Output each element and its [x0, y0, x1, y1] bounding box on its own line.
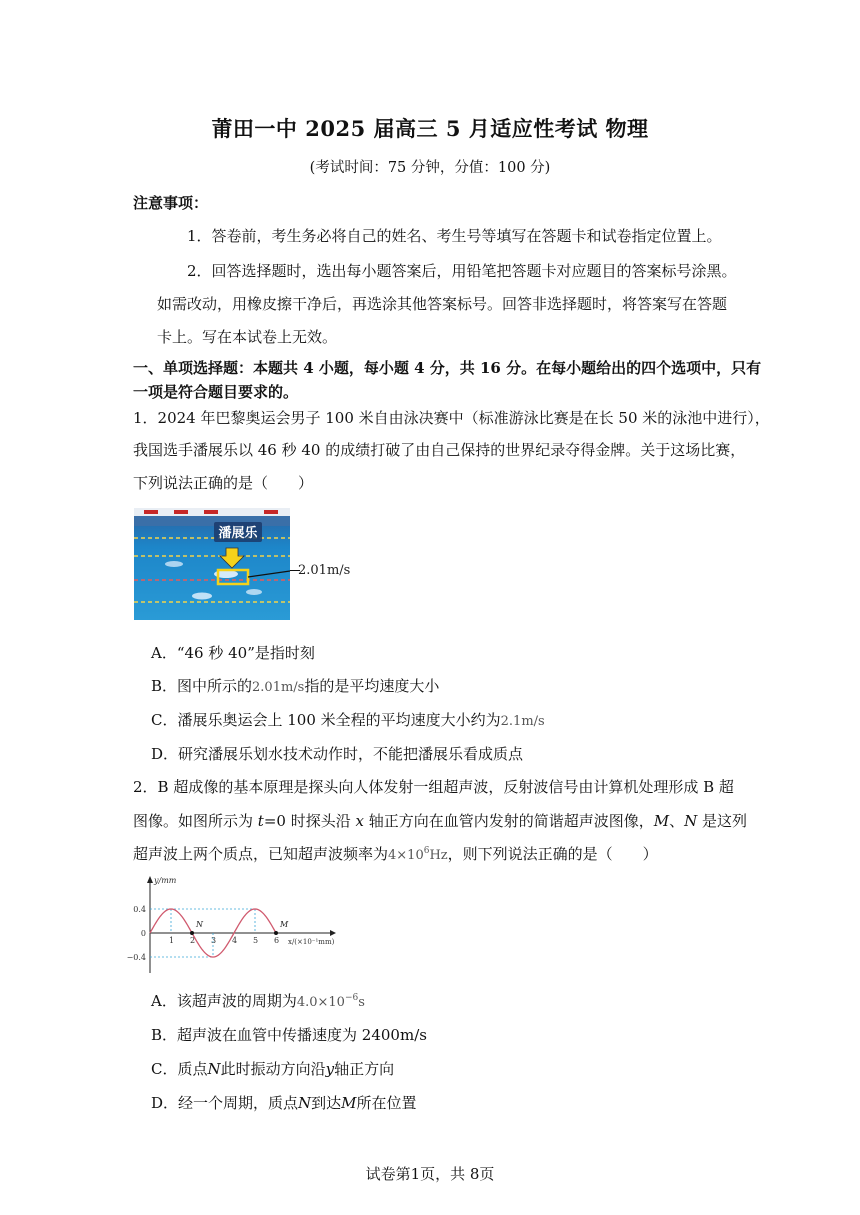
wave-chart: [126, 871, 345, 979]
x-tick-label: 6: [274, 936, 280, 945]
q2-option-b: B．超声波在血管中传播速度为 2400m/s: [151, 1026, 427, 1044]
q1-option-b: B．图中所示的2.01m/s指的是平均速度大小: [151, 677, 440, 695]
section-1-heading: 一、单项选择题：本题共 4 小题，每小题 4 分，共 16 分。在每小题给出的四个选项中，只有: [133, 359, 762, 377]
page-footer: 试卷第1页，共 8页: [365, 1165, 495, 1183]
q2-option-c: C．质点N此时振动方向沿y轴正方向: [151, 1060, 395, 1078]
exam-info: (考试时间：75 分钟，分值：100 分): [309, 160, 551, 176]
point-m-marker: [274, 931, 278, 935]
q2-option-d: D．经一个周期，质点N到达M所在位置: [151, 1094, 417, 1112]
question-2-line-3: 超声波上两个质点，已知超声波频率为$4\times 10^6Hz$，则下列说法正确的是（ ）: [133, 845, 658, 863]
x-tick-label: 4: [232, 936, 238, 945]
x-tick-label: 3: [211, 936, 217, 945]
x-tick-label: 2: [190, 936, 196, 945]
question-1-line-2: 我国选手潘展乐以 46 秒 40 的成绩打破了由自己保持的世界纪录夺得金牌。关于这场比赛，: [133, 441, 746, 459]
question-1-line-1: 1．2024 年巴黎奥运会男子 100 米自由泳决赛中（标准游泳比赛是在长 50 米的泳池中进行），: [133, 409, 770, 427]
y-tick-label: 0: [140, 929, 146, 938]
notice-item-2-line-3: 卡上。写在本试卷上无效。: [157, 328, 338, 346]
question-2-line-1: 2．B 超成像的基本原理是探头向人体发射一组超声波，反射波信号由计算机处理形成 B 超: [133, 778, 734, 796]
question-1-line-3: 下列说法正确的是（ ）: [133, 474, 314, 492]
swimming-photo: [134, 508, 290, 620]
x-tick-label: 1: [169, 936, 175, 945]
y-tick-label: −0.4: [126, 953, 146, 962]
q2-option-a: A．该超声波的周期为$4.0\times 10^{-6}s$: [151, 992, 365, 1010]
page-title: 莆田一中 2025 届高三 5 月适应性考试 物理: [211, 116, 649, 141]
notice-item-2-line-1: 2．回答选择题时，选出每小题答案后，用铅笔把答题卡对应题目的答案标号涂黑。: [187, 262, 737, 280]
x-axis-label: x/(×10⁻¹mm): [288, 938, 335, 946]
x-axis-arrow: [330, 930, 336, 936]
y-axis-label: y/mm: [154, 876, 177, 885]
q1-option-c: C．潘展乐奥运会上 100 米全程的平均速度大小约为2.1m/s: [151, 711, 545, 729]
point-n-marker: [190, 931, 194, 935]
notice-heading: 注意事项：: [133, 194, 209, 212]
y-axis-arrow: [147, 876, 153, 883]
x-tick-label: 5: [253, 936, 259, 945]
notice-item-2-line-2: 如需改动，用橡皮擦干净后，再选涂其他答案标号。回答非选择题时，将答案写在答题: [157, 295, 728, 313]
point-n-label: N: [196, 920, 203, 929]
speed-label: 2.01m/s: [298, 563, 351, 578]
section-1-heading-line-2: 一项是符合题目要求的。: [133, 383, 299, 401]
point-m-label: M: [280, 920, 289, 929]
swimmer-name-label: 潘展乐: [218, 526, 258, 541]
y-tick-label: 0.4: [133, 905, 146, 914]
question-2-line-2: 图像。如图所示为 t=0 时探头沿 x 轴正方向在血管内发射的简谐超声波图像，M、N 是这列: [133, 812, 747, 830]
notice-item-1: 1．答卷前，考生务必将自己的姓名、考生号等填写在答题卡和试卷指定位置上。: [187, 227, 722, 245]
q1-option-a: A．“46 秒 40”是指时刻: [151, 644, 315, 662]
q1-option-d: D．研究潘展乐划水技术动作时，不能把潘展乐看成质点: [151, 745, 524, 763]
